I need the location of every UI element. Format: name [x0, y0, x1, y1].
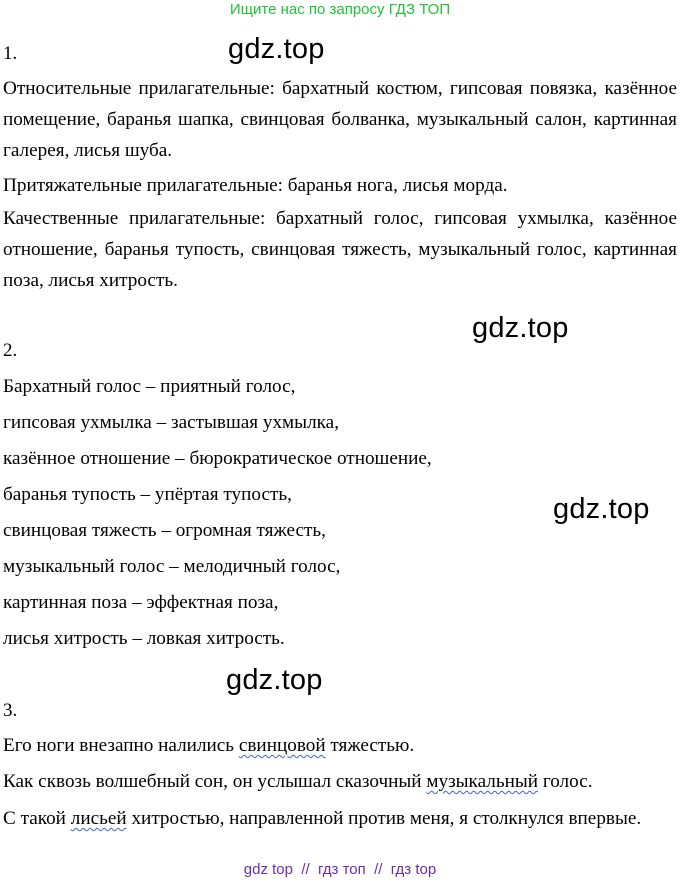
phrase-line: картинная поза – эффектная поза, — [3, 592, 279, 613]
highlighted-word: свинцовой — [238, 735, 326, 756]
search-banner: Ищите нас по запросу ГДЗ ТОП — [229, 1, 451, 18]
relative-adjectives-paragraph: Относительные прилагательные: бархатный костюм, гипсовая повязка, казённое помещение, баранья шапка, свинцовая болванка, музыкальный салон, картинная галерея, лисья шуба. — [3, 78, 677, 161]
phrase-line: лисья хитрость – ловкая хитрость. — [3, 628, 285, 649]
task-number: 2. — [3, 340, 18, 361]
watermark: gdz.top — [228, 33, 325, 65]
sentence-text: Как сквозь волшебный сон, он услышал сказочный — [3, 771, 427, 792]
watermark: gdz.top — [472, 312, 569, 344]
example-sentence — [3, 735, 414, 757]
phrase-line: казённое отношение – бюрократическое отношение, — [3, 448, 432, 469]
example-sentence — [3, 771, 593, 793]
footer-links: gdz top // гдз топ // гдз top — [243, 861, 437, 878]
phrase-line: свинцовая тяжесть – огромная тяжесть, — [3, 520, 326, 541]
sentence-text: голос. — [538, 771, 593, 792]
possessive-adjectives-paragraph: Притяжательные прилагательные: баранья нога, лисья морда. — [3, 175, 508, 196]
qualitative-adjectives-paragraph: Качественные прилагательные: бархатный голос, гипсовая ухмылка, казённое отношение, баранья тупость, свинцовая тяжесть, музыкальный голос, картинная поза, лисья хитрость. — [3, 208, 677, 291]
task-number: 1. — [3, 43, 18, 64]
phrase-line: гипсовая ухмылка – застывшая ухмылка, — [3, 412, 339, 433]
sentence-text: С такой — [3, 808, 71, 829]
watermark: gdz.top — [553, 493, 650, 525]
phrase-line: музыкальный голос – мелодичный голос, — [3, 556, 341, 577]
task-number: 3. — [3, 700, 18, 721]
highlighted-word: лисьей — [70, 808, 127, 829]
sentence-text: тяжестью. — [325, 735, 415, 756]
sentence-text: Его ноги внезапно налились — [3, 735, 239, 756]
sentence-text: хитростью, направленной против меня, я столкнулся впервые. — [126, 808, 642, 829]
phrase-line: Бархатный голос – приятный голос, — [3, 376, 296, 397]
example-sentence — [3, 803, 677, 834]
phrase-line: баранья тупость – упёртая тупость, — [3, 484, 292, 505]
watermark: gdz.top — [226, 664, 323, 696]
highlighted-word: музыкальный — [426, 771, 539, 792]
